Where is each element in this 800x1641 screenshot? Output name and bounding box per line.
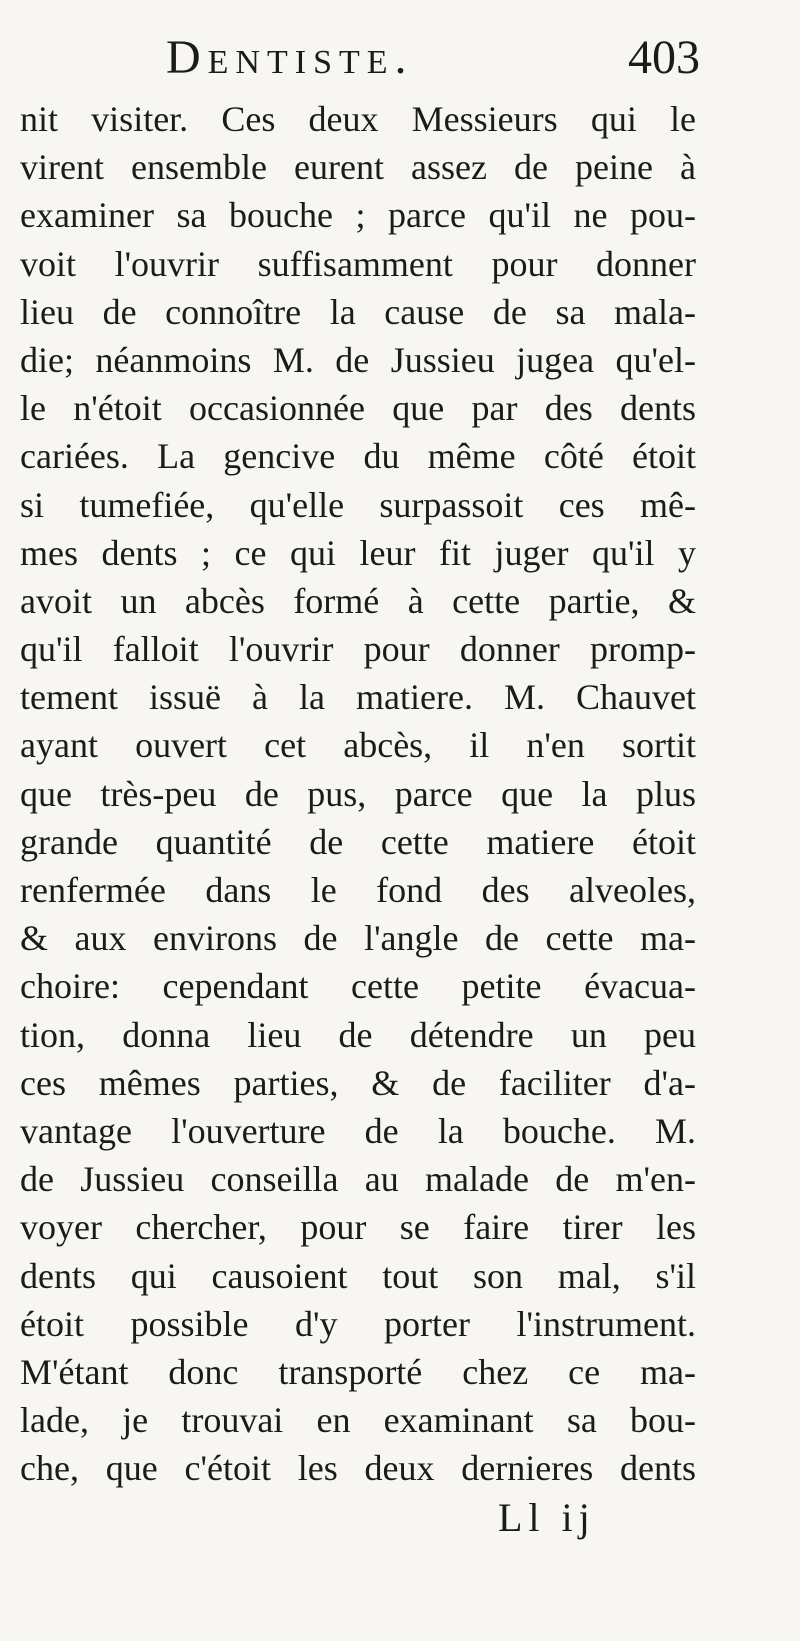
text-line: vantage l'ouverture de la bouche. M.: [20, 1110, 696, 1151]
signature-mark: Ll ij: [498, 1495, 596, 1540]
text-line: voyer chercher, pour se faire tirer les: [20, 1207, 696, 1248]
text-line: que très-peu de pus, parce que la plus: [20, 773, 696, 814]
text-line: mes dents ; ce qui leur fit juger qu'il y: [20, 532, 696, 573]
running-head: [28, 28, 700, 88]
text-line: virent ensemble eurent assez de peine à: [20, 147, 696, 188]
text-line: de Jussieu conseilla au malade de m'en-: [20, 1159, 696, 1200]
text-line: die; néanmoins M. de Jussieu jugea qu'el-: [20, 339, 696, 380]
page-number: 403: [628, 31, 700, 84]
text-line: étoit possible d'y porter l'instrument.: [20, 1303, 696, 1344]
text-line: ayant ouvert cet abcès, il n'en sortit: [20, 725, 696, 766]
text-line: grande quantité de cette matiere étoit: [20, 821, 696, 862]
text-line: qu'il falloit l'ouvrir pour donner promp-: [20, 629, 696, 670]
text-line: examiner sa bouche ; parce qu'il ne pou-: [20, 195, 696, 236]
text-line: tion, donna lieu de détendre un peu: [20, 1014, 696, 1055]
text-line: renfermée dans le fond des alveoles,: [20, 870, 696, 910]
text-line: cariées. La gencive du même côté étoit: [20, 436, 696, 477]
text-line: dents qui causoient tout son mal, s'il: [20, 1255, 696, 1296]
text-line: che, que c'étoit les deux dernieres dents: [20, 1448, 696, 1489]
text-line: avoit un abcès formé à cette partie, &: [20, 580, 696, 621]
text-line: M'étant donc transporté chez ce ma-: [20, 1351, 696, 1392]
running-title: Dentiste.: [166, 31, 414, 84]
text-line: & aux environs de l'angle de cette ma-: [20, 918, 696, 959]
body-text: [20, 95, 696, 1492]
text-line: nit visiter. Ces deux Messieurs qui le: [20, 99, 696, 139]
text-line: lade, je trouvai en examinant sa bou-: [20, 1400, 696, 1441]
text-line: lieu de connoître la cause de sa mala-: [20, 291, 696, 332]
text-line: ces mêmes parties, & de faciliter d'a-: [20, 1062, 696, 1103]
text-line: choire: cependant cette petite évacua-: [20, 966, 696, 1007]
text-line: voit l'ouvrir suffisamment pour donner: [20, 243, 696, 284]
text-line: tement issuë à la matiere. M. Chauvet: [20, 677, 696, 718]
text-line: le n'étoit occasionnée que par des dents: [20, 388, 696, 429]
text-line: si tumefiée, qu'elle surpassoit ces mê-: [20, 484, 696, 525]
